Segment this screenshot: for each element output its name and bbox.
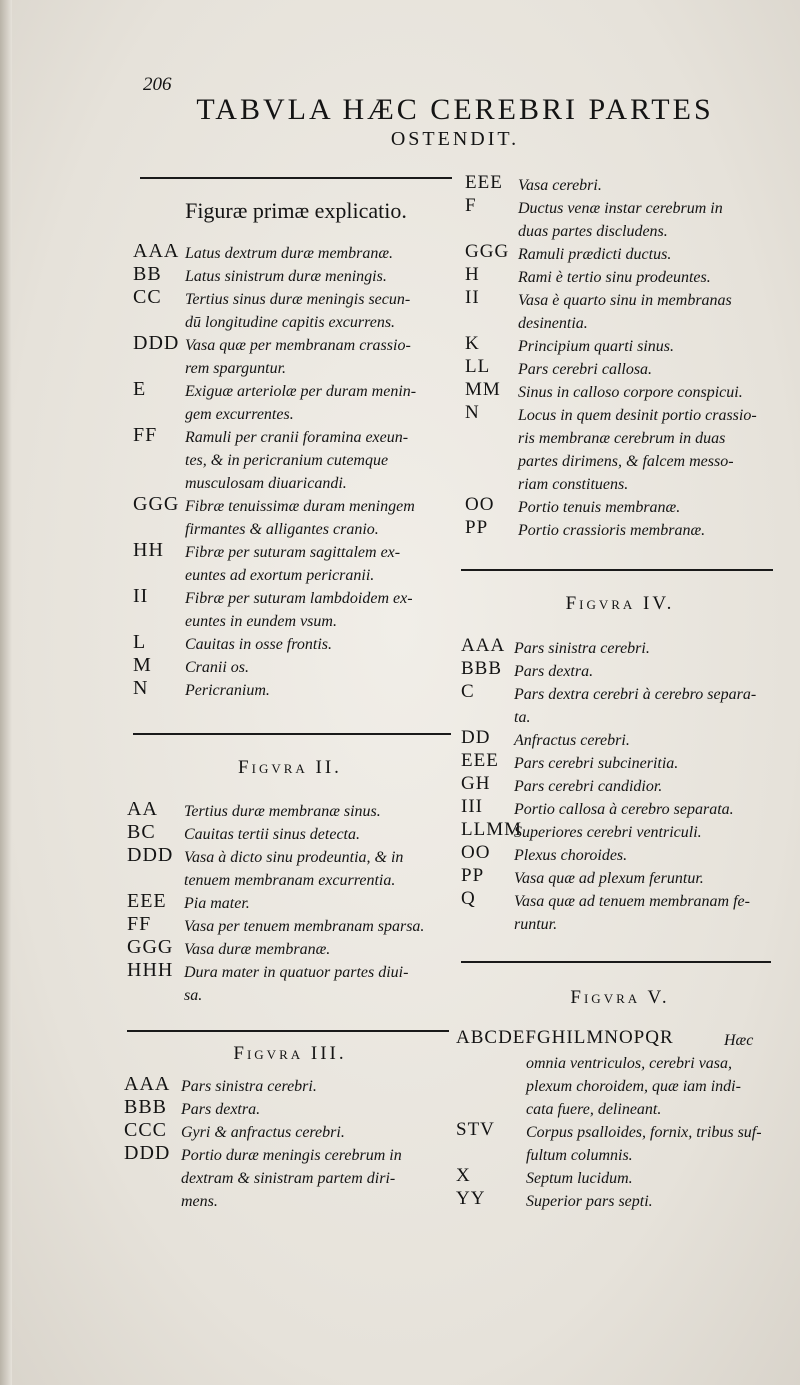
legend-text-line: euntes ad exortum pericranii. (185, 567, 375, 584)
legend-text-line: Pars sinistra cerebri. (514, 640, 650, 657)
legend-key: LLMM (461, 819, 522, 840)
legend-text-line: Septum lucidum. (526, 1170, 633, 1187)
legend-text-line: Corpus psalloides, fornix, tribus suf- (526, 1124, 762, 1141)
rule-top-left (140, 177, 452, 179)
legend-text-line: Sinus in calloso corpore conspicui. (518, 384, 743, 401)
page-title: TABVLA HÆC CEREBRI PARTES (196, 93, 714, 126)
rule-fig3 (127, 1030, 449, 1032)
legend-text-line: Vasa quæ ad tenuem membranam fe- (514, 893, 750, 910)
legend-key: E (133, 378, 147, 400)
legend-key: DDD (124, 1142, 171, 1164)
legend-key: FF (133, 424, 158, 446)
legend-key: N (133, 677, 149, 699)
legend-key: EEE (465, 172, 503, 193)
legend-key: N (465, 402, 480, 423)
legend-text-line: euntes in eundem vsum. (185, 613, 337, 630)
legend-text-line: Portio callosa à cerebro separata. (514, 801, 734, 818)
legend-text-line: Latus dextrum duræ membranæ. (185, 245, 394, 262)
legend-text-line: Pars dextra cerebri à cerebro separa- (514, 686, 757, 703)
legend-key: III (461, 796, 483, 817)
legend-key: PP (465, 517, 489, 538)
legend-key: DDD (133, 332, 180, 354)
legend-key: ABCDEFGHILMNOPQR (456, 1027, 674, 1048)
legend-key: X (456, 1165, 471, 1186)
page-edge-shadow (0, 0, 12, 1385)
legend-text-line: Rami è tertio sinu prodeuntes. (518, 269, 711, 286)
legend-key: OO (465, 494, 495, 515)
fig5-heading: Figvra V. (570, 987, 670, 1008)
legend-key: EEE (127, 890, 167, 912)
legend-text-line: Pia mater. (184, 895, 250, 912)
legend-text-line: Pars cerebri candidior. (514, 778, 663, 795)
legend-key: MM (465, 379, 501, 400)
legend-key: L (133, 631, 147, 653)
legend-text-line: duas partes discludens. (518, 223, 668, 240)
legend-text-line: Vasa cerebri. (518, 177, 602, 194)
page-subtitle: OSTENDIT. (390, 128, 520, 150)
fig4-heading: Figvra IV. (565, 593, 675, 614)
legend-text-line: Tertius sinus duræ meningis secun- (185, 291, 411, 308)
legend-text-line: tenuem membranam excurrentia. (184, 872, 396, 889)
legend-text-line: Tertius duræ membranæ sinus. (184, 803, 381, 820)
rule-fig5 (461, 961, 771, 963)
legend-text-line: Gyri & anfractus cerebri. (181, 1124, 345, 1141)
legend-key: II (133, 585, 149, 607)
legend-text-line: Ductus venæ instar cerebrum in (518, 200, 723, 217)
legend-key: FF (127, 913, 152, 935)
legend-key: DD (461, 727, 491, 748)
legend-key: CCC (124, 1119, 168, 1141)
legend-text-line: Fibræ per suturam lambdoidem ex- (185, 590, 413, 607)
legend-key: C (461, 681, 475, 702)
legend-key: HH (133, 539, 164, 561)
legend-text-line: Superior pars septi. (526, 1193, 653, 1210)
legend-text-line: gem excurrentes. (185, 406, 294, 423)
legend-key: BC (127, 821, 156, 843)
rule-fig2 (133, 733, 451, 735)
legend-text-line: Ramuli per cranii foramina exeun- (185, 429, 409, 446)
legend-text-line: Exiguæ arteriolæ per duram menin- (185, 383, 417, 400)
legend-key: BB (133, 263, 162, 285)
legend-key: PP (461, 865, 485, 886)
legend-text-line: Portio crassioris membranæ. (518, 522, 706, 539)
legend-key: CC (133, 286, 162, 308)
legend-text-line: tes, & in pericranium cutemque (185, 452, 389, 469)
legend-key: GH (461, 773, 491, 794)
legend-key: HHH (127, 959, 174, 981)
legend-text-line: plexum choroidem, quæ iam indi- (526, 1078, 741, 1095)
legend-text-line: Portio tenuis membranæ. (518, 499, 681, 516)
legend-text-line: dū longitudine capitis excurrens. (185, 314, 396, 331)
legend-text-line: Pars sinistra cerebri. (181, 1078, 317, 1095)
legend-key: F (465, 195, 477, 216)
legend-key: K (465, 333, 480, 354)
legend-text-line: Vasa quæ per membranam crassio- (185, 337, 411, 354)
legend-text-line: runtur. (514, 916, 558, 933)
legend-key: STV (456, 1119, 495, 1140)
legend-key: BBB (461, 658, 503, 679)
fig2-heading: Figvra II. (238, 757, 342, 778)
legend-key: DDD (127, 844, 174, 866)
fig3-heading: Figvra III. (233, 1043, 347, 1064)
legend-text-line: firmantes & alligantes cranio. (185, 521, 379, 538)
legend-key: OO (461, 842, 491, 863)
legend-text-line: riam constituens. (518, 476, 629, 493)
legend-text-line: Vasa duræ membranæ. (184, 941, 331, 958)
legend-text-line: Cauitas in osse frontis. (185, 636, 332, 653)
legend-text-line: Latus sinistrum duræ meningis. (185, 268, 387, 285)
legend-text-line: musculosam diuaricandi. (185, 475, 347, 492)
legend-text-line: cata fuere, delineant. (526, 1101, 662, 1118)
legend-key: AAA (133, 240, 180, 262)
legend-key: AA (127, 798, 158, 820)
legend-key: AAA (461, 635, 506, 656)
legend-text-line: Fibræ tenuissimæ duram meningem (185, 498, 415, 515)
rule-fig4 (461, 569, 773, 571)
legend-key: EEE (461, 750, 499, 771)
legend-text-line: sa. (184, 987, 203, 1004)
legend-key: YY (456, 1188, 486, 1209)
legend-text-line: Vasa è quarto sinu in membranas (518, 292, 732, 309)
legend-text-line: Pars dextra. (181, 1101, 261, 1118)
legend-text-line: Vasa à dicto sinu prodeuntia, & in (184, 849, 404, 866)
legend-text-line: partes dirimens, & falcem messo- (518, 453, 734, 470)
legend-text-line: ris membranæ cerebrum in duas (518, 430, 726, 447)
legend-text-line: Locus in quem desinit portio crassio- (518, 407, 757, 424)
page-number: 206 (143, 74, 172, 95)
legend-text-line: Pars dextra. (514, 663, 594, 680)
legend-text-line: Vasa quæ ad plexum feruntur. (514, 870, 704, 887)
legend-text-line: Cauitas tertii sinus detecta. (184, 826, 360, 843)
legend-text-line: Pars cerebri subcineritia. (514, 755, 679, 772)
legend-key: H (465, 264, 480, 285)
legend-key: GGG (127, 936, 174, 958)
legend-text-line: mens. (181, 1193, 218, 1210)
legend-key: GGG (133, 493, 180, 515)
legend-text-line: Ramuli prædicti ductus. (518, 246, 672, 263)
legend-key: BBB (124, 1096, 168, 1118)
legend-key: M (133, 654, 152, 676)
legend-text-line: dextram & sinistram partem diri- (181, 1170, 396, 1187)
legend-key: II (465, 287, 480, 308)
legend-key: GGG (465, 241, 510, 262)
legend-text-line: Pericranium. (185, 682, 270, 699)
legend-text-line: desinentia. (518, 315, 588, 332)
legend-key: Q (461, 888, 476, 909)
legend-text-line: Superiores cerebri ventriculi. (514, 824, 702, 841)
legend-text-line: Vasa per tenuem membranam sparsa. (184, 918, 425, 935)
legend-key: LL (465, 356, 491, 377)
legend-text-line: rem sparguntur. (185, 360, 287, 377)
legend-key: AAA (124, 1073, 171, 1095)
legend-text-line: Fibræ per suturam sagittalem ex- (185, 544, 401, 561)
legend-text-line: Principium quarti sinus. (518, 338, 675, 355)
fig1-heading: Figuræ primæ explicatio. (185, 198, 407, 223)
legend-text-line: Anfractus cerebri. (514, 732, 630, 749)
legend-text-line: ta. (514, 709, 531, 726)
legend-text-line: Cranii os. (185, 659, 250, 676)
legend-text-line: fultum columnis. (526, 1147, 633, 1164)
legend-text-line: Dura mater in quatuor partes diui- (184, 964, 409, 981)
legend-text-line: Portio duræ meningis cerebrum in (181, 1147, 402, 1164)
legend-text-line: Pars cerebri callosa. (518, 361, 653, 378)
legend-text-line: Plexus choroides. (514, 847, 628, 864)
legend-text-line: omnia ventriculos, cerebri vasa, (526, 1055, 733, 1072)
legend-text-line: Hæc (724, 1032, 754, 1049)
